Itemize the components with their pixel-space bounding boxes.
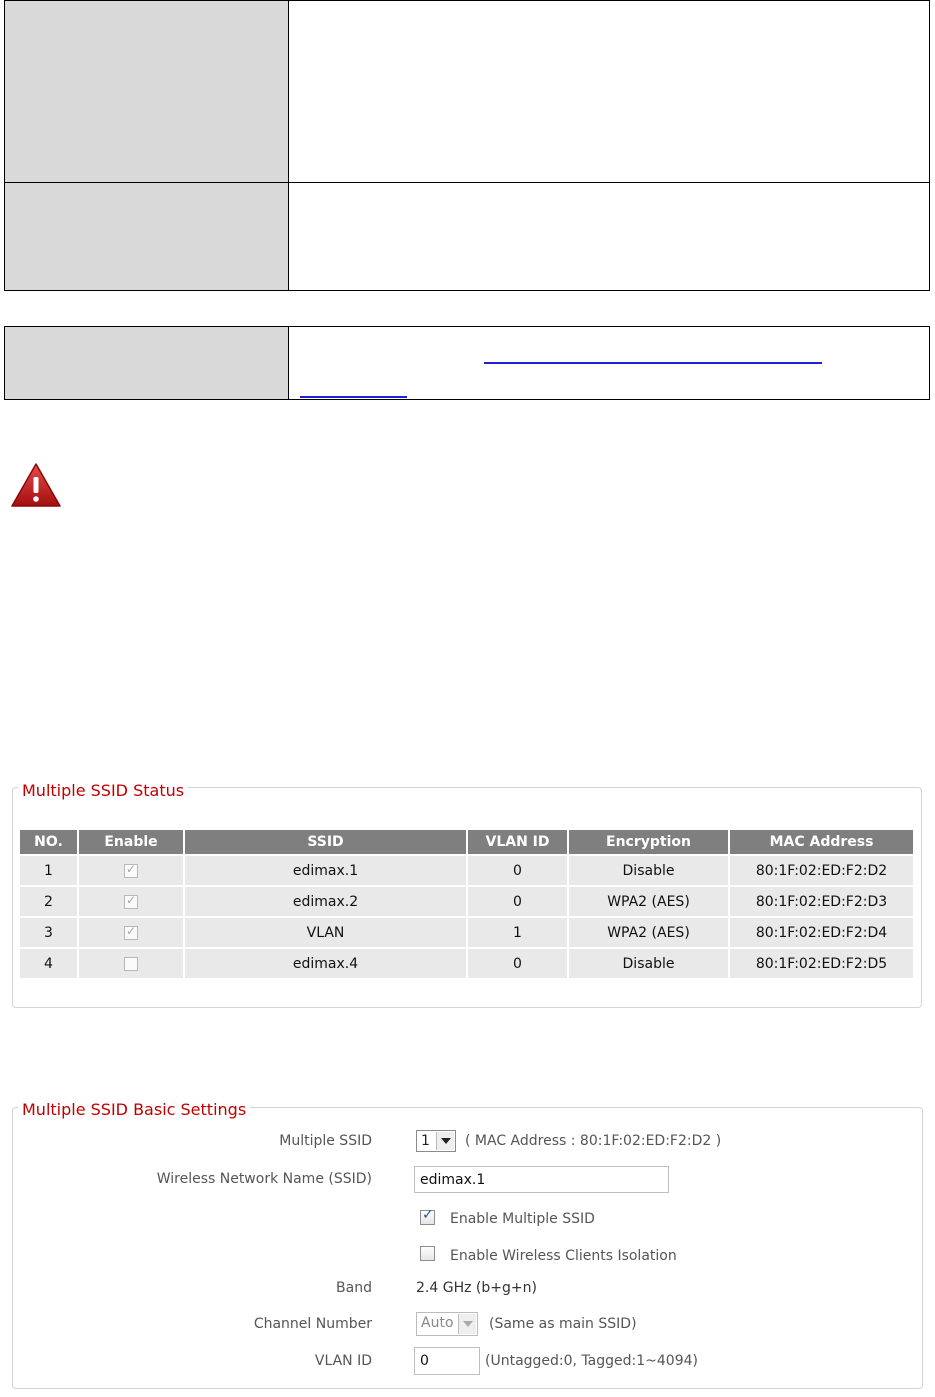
reference-row bbox=[5, 1, 930, 183]
cell-encryption: Disable bbox=[569, 949, 728, 978]
basic-settings-panel-title: Multiple SSID Basic Settings bbox=[18, 1101, 250, 1119]
col-header-enable: Enable bbox=[79, 830, 183, 854]
reference-cell-body bbox=[289, 183, 930, 291]
reference-table-1 bbox=[4, 0, 930, 291]
checkbox-icon bbox=[124, 864, 138, 878]
cell-no: 4 bbox=[20, 949, 77, 978]
multiple-ssid-select[interactable] bbox=[416, 1130, 456, 1152]
client-isolation-checkbox[interactable] bbox=[420, 1246, 435, 1261]
col-header-ssid: SSID bbox=[185, 830, 466, 854]
reference-cell-body bbox=[289, 1, 930, 183]
reference-cell-label bbox=[5, 1, 289, 183]
reference-row bbox=[5, 183, 930, 291]
cell-no: 3 bbox=[20, 918, 77, 947]
cell-enable bbox=[79, 918, 183, 947]
reference-cell-label bbox=[5, 183, 289, 291]
enable-multiple-ssid-label: Enable Multiple SSID bbox=[450, 1211, 595, 1227]
cell-enable bbox=[79, 856, 183, 885]
channel-number-select-value: Auto bbox=[421, 1315, 454, 1331]
cell-no: 1 bbox=[20, 856, 77, 885]
mac-address-note: ( MAC Address : 80:1F:02:ED:F2:D2 ) bbox=[465, 1133, 722, 1149]
cell-vlan-id: 0 bbox=[468, 856, 567, 885]
cell-no: 2 bbox=[20, 887, 77, 916]
ssid-name-input[interactable] bbox=[414, 1166, 669, 1193]
client-isolation-label: Enable Wireless Clients Isolation bbox=[450, 1248, 677, 1264]
cell-ssid: edimax.1 bbox=[185, 856, 466, 885]
cell-encryption: WPA2 (AES) bbox=[569, 918, 728, 947]
cell-encryption: WPA2 (AES) bbox=[569, 887, 728, 916]
reference-cell-label bbox=[5, 327, 289, 400]
chevron-down-icon[interactable] bbox=[436, 1132, 454, 1150]
channel-note: (Same as main SSID) bbox=[489, 1316, 637, 1332]
status-panel-title: Multiple SSID Status bbox=[18, 782, 188, 800]
chevron-down-icon[interactable] bbox=[458, 1314, 476, 1334]
enable-multiple-ssid-checkbox[interactable] bbox=[420, 1210, 435, 1225]
vlan-id-note: (Untagged:0, Tagged:1~4094) bbox=[485, 1353, 698, 1369]
col-header-encryption: Encryption bbox=[569, 830, 728, 854]
table-row bbox=[20, 856, 913, 885]
col-header-mac-address: MAC Address bbox=[730, 830, 913, 854]
checkbox-icon bbox=[124, 926, 138, 940]
cell-enable bbox=[79, 949, 183, 978]
hyperlink-underline[interactable] bbox=[300, 396, 407, 398]
col-header-no: NO. bbox=[20, 830, 77, 854]
cell-vlan-id: 0 bbox=[468, 887, 567, 916]
cell-mac-address: 80:1F:02:ED:F2:D2 bbox=[730, 856, 913, 885]
table-row bbox=[20, 918, 913, 947]
cell-enable bbox=[79, 887, 183, 916]
cell-encryption: Disable bbox=[569, 856, 728, 885]
hyperlink-underline[interactable] bbox=[484, 362, 822, 364]
cell-vlan-id: 1 bbox=[468, 918, 567, 947]
ssid-status-table bbox=[18, 828, 915, 980]
table-row bbox=[20, 949, 913, 978]
vlan-id-input[interactable] bbox=[414, 1347, 480, 1375]
table-row bbox=[20, 887, 913, 916]
cell-mac-address: 80:1F:02:ED:F2:D4 bbox=[730, 918, 913, 947]
cell-mac-address: 80:1F:02:ED:F2:D5 bbox=[730, 949, 913, 978]
col-header-vlan-id: VLAN ID bbox=[468, 830, 567, 854]
vlan-id-label: VLAN ID bbox=[314, 1353, 372, 1369]
band-value: 2.4 GHz (b+g+n) bbox=[416, 1280, 537, 1296]
channel-number-label: Channel Number bbox=[253, 1316, 372, 1332]
cell-ssid: VLAN bbox=[185, 918, 466, 947]
cell-ssid: edimax.2 bbox=[185, 887, 466, 916]
band-label: Band bbox=[336, 1280, 372, 1296]
multiple-ssid-select-value: 1 bbox=[421, 1133, 430, 1149]
cell-ssid: edimax.4 bbox=[185, 949, 466, 978]
checkbox-icon bbox=[124, 957, 138, 971]
cell-mac-address: 80:1F:02:ED:F2:D3 bbox=[730, 887, 913, 916]
table-header-row bbox=[20, 830, 913, 854]
warning-icon bbox=[10, 462, 62, 508]
cell-vlan-id: 0 bbox=[468, 949, 567, 978]
ssid-name-label: Wireless Network Name (SSID) bbox=[156, 1171, 372, 1187]
channel-number-select[interactable] bbox=[416, 1312, 478, 1336]
checkbox-icon bbox=[124, 895, 138, 909]
multiple-ssid-label: Multiple SSID bbox=[279, 1133, 372, 1149]
